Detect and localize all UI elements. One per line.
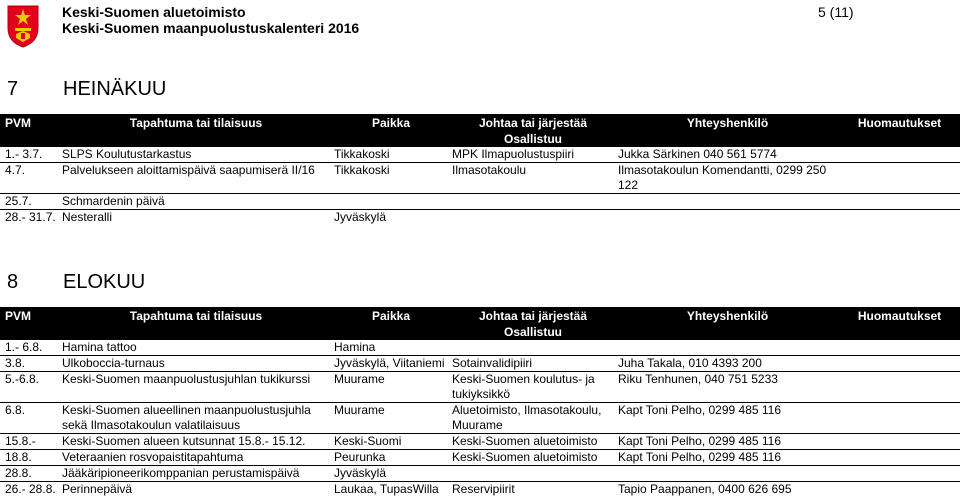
section-title: HEINÄKUU — [63, 78, 167, 100]
table-row — [0, 356, 960, 372]
cell-contact: Riku Tenhunen, 040 751 5233 — [616, 372, 839, 403]
organizer-header-line2: Osallistuu — [503, 325, 562, 339]
events-table-elokuu — [0, 307, 960, 497]
table-row — [0, 194, 960, 210]
cell-place: Laukaa, TupasWilla — [334, 482, 439, 496]
column-header-pvm: PVM — [0, 307, 60, 340]
column-header-organizer — [450, 307, 616, 340]
cell-organizer: Sotainvalidipiiri — [450, 356, 616, 372]
cell-contact — [616, 466, 839, 482]
cell-event: Perinnepäivä — [62, 482, 133, 496]
cell-place: Hamina — [332, 340, 450, 356]
section-heading-heinakuu — [7, 78, 166, 101]
table-row — [0, 450, 960, 466]
organizer-header-line2: Osallistuu — [503, 132, 562, 146]
column-header-pvm: PVM — [0, 114, 60, 147]
cell-organizer: Keski-Suomen aluetoimisto — [450, 434, 616, 450]
table-row — [0, 340, 960, 356]
cell-event: Nesteralli — [62, 210, 113, 224]
calendar-title: Keski-Suomen maanpuolustuskalenteri 2016 — [62, 20, 360, 36]
cell-event: Palvelukseen aloittamispäivä saapumiserä II/16 — [60, 163, 332, 194]
cell-place: Tikkakoski — [332, 147, 450, 163]
cell-contact: Juha Takala, 010 4393 200 — [616, 356, 839, 372]
cell-place: Jyväskylä, Viitaniemi — [332, 356, 450, 372]
table-row — [0, 147, 960, 163]
cell-notes — [839, 482, 960, 498]
section-title: ELOKUU — [63, 271, 146, 293]
cell-event: Veteraanien rosvopaistitapahtuma — [60, 450, 332, 466]
table-row — [0, 482, 960, 498]
cell-place: Jyväskylä — [334, 210, 387, 224]
cell-contact: Kapt Toni Pelho, 0299 485 116 — [616, 403, 839, 434]
cell-date: 25.7. — [0, 194, 60, 210]
page-header — [0, 0, 960, 52]
cell-date: 18.8. — [0, 450, 60, 466]
section-number: 8 — [7, 271, 19, 293]
cell-contact: Tapio Paappanen, 0400 626 695 — [618, 482, 792, 496]
cell-place: Jyväskylä — [332, 466, 450, 482]
cell-event: Keski-Suomen maanpuolustusjuhlan tukikurssi — [60, 372, 332, 403]
cell-event: Hamina tattoo — [60, 340, 332, 356]
cell-organizer: Aluetoimisto, Ilmasotakoulu, Muurame — [450, 403, 616, 434]
cell-organizer: MPK Ilmapuolustuspiiri — [450, 147, 616, 163]
cell-place: Muurame — [332, 372, 450, 403]
cell-organizer — [450, 340, 616, 356]
cell-place — [332, 194, 450, 210]
cell-event: SLPS Koulutustarkastus — [60, 147, 332, 163]
page-number: 5 (11) — [818, 4, 854, 20]
cell-event: Schmardenin päivä — [60, 194, 332, 210]
cell-organizer — [450, 466, 616, 482]
cell-notes — [839, 147, 960, 163]
cell-date: 1.- 3.7. — [0, 147, 60, 163]
cell-organizer: Ilmasotakoulu — [450, 163, 616, 194]
column-header-notes: Huomautukset — [839, 114, 960, 147]
cell-organizer: Keski-Suomen koulutus- ja tukiyksikkö — [450, 372, 616, 403]
cell-notes — [839, 356, 960, 372]
organizer-header-line1: Johtaa tai järjestää — [478, 116, 588, 130]
cell-notes — [839, 403, 960, 434]
cell-date: 15.8.- — [0, 434, 60, 450]
table-header-row — [0, 307, 960, 340]
cell-event: Jääkäripioneerikomppanian perustamispäivä — [60, 466, 332, 482]
column-header-place: Paikka — [332, 114, 450, 147]
cell-contact: Kapt Toni Pelho, 0299 485 116 — [616, 450, 839, 466]
column-header-place: Paikka — [332, 307, 450, 340]
table-row — [0, 372, 960, 403]
cell-date: 5.-6.8. — [0, 372, 60, 403]
cell-organizer — [450, 210, 616, 226]
cell-organizer: Keski-Suomen aluetoimisto — [450, 450, 616, 466]
cell-contact — [616, 340, 839, 356]
cell-contact — [616, 194, 839, 210]
cell-date: 3.8. — [0, 356, 60, 372]
table-row — [0, 403, 960, 434]
organization-name: Keski-Suomen aluetoimisto — [62, 4, 246, 20]
table-row — [0, 210, 960, 226]
cell-notes — [839, 466, 960, 482]
cell-notes — [839, 340, 960, 356]
coat-of-arms-logo — [6, 4, 40, 48]
cell-place: Peurunka — [332, 450, 450, 466]
table-row — [0, 466, 960, 482]
cell-event: Ulkoboccia-turnaus — [60, 356, 332, 372]
cell-event: Keski-Suomen alueellinen maanpuolustusjuhla sekä Ilmasotakoulun valatilaisuus — [60, 403, 332, 434]
cell-event: Keski-Suomen alueen kutsunnat 15.8.- 15.12. — [60, 434, 332, 450]
column-header-organizer — [450, 114, 616, 147]
section-heading-elokuu — [7, 271, 145, 294]
cell-date: 28.8. — [0, 466, 60, 482]
cell-date: 26.- 28.8. — [5, 482, 56, 496]
cell-notes — [839, 434, 960, 450]
column-header-event: Tapahtuma tai tilaisuus — [60, 307, 332, 340]
cell-contact: Ilmasotakoulun Komendantti, 0299 250 122 — [616, 163, 839, 194]
cell-contact: Kapt Toni Pelho, 0299 485 116 — [616, 434, 839, 450]
table-body — [0, 147, 960, 225]
cell-notes — [839, 450, 960, 466]
cell-contact: Jukka Särkinen 040 561 5774 — [616, 147, 839, 163]
cell-date: 6.8. — [0, 403, 60, 434]
table-body — [0, 340, 960, 497]
section-number: 7 — [7, 78, 19, 100]
cell-date: 28.- 31.7. — [5, 210, 56, 224]
cell-organizer — [450, 194, 616, 210]
table-row — [0, 434, 960, 450]
cell-place: Tikkakoski — [332, 163, 450, 194]
cell-notes — [839, 210, 960, 226]
cell-place: Muurame — [332, 403, 450, 434]
organizer-header-line1: Johtaa tai järjestää — [478, 309, 588, 323]
cell-notes — [839, 372, 960, 403]
column-header-notes: Huomautukset — [839, 307, 960, 340]
cell-date: 4.7. — [0, 163, 60, 194]
table-header-row — [0, 114, 960, 147]
cell-notes — [839, 194, 960, 210]
column-header-contact: Yhteyshenkilö — [616, 114, 839, 147]
column-header-event: Tapahtuma tai tilaisuus — [60, 114, 332, 147]
cell-contact — [616, 210, 839, 226]
cell-organizer: Reservipiirit — [452, 482, 515, 496]
cell-notes — [839, 163, 960, 194]
cell-place: Keski-Suomi — [332, 434, 450, 450]
events-table-heinakuu — [0, 114, 960, 225]
column-header-contact: Yhteyshenkilö — [616, 307, 839, 340]
cell-date: 1.- 6.8. — [0, 340, 60, 356]
table-row — [0, 163, 960, 194]
